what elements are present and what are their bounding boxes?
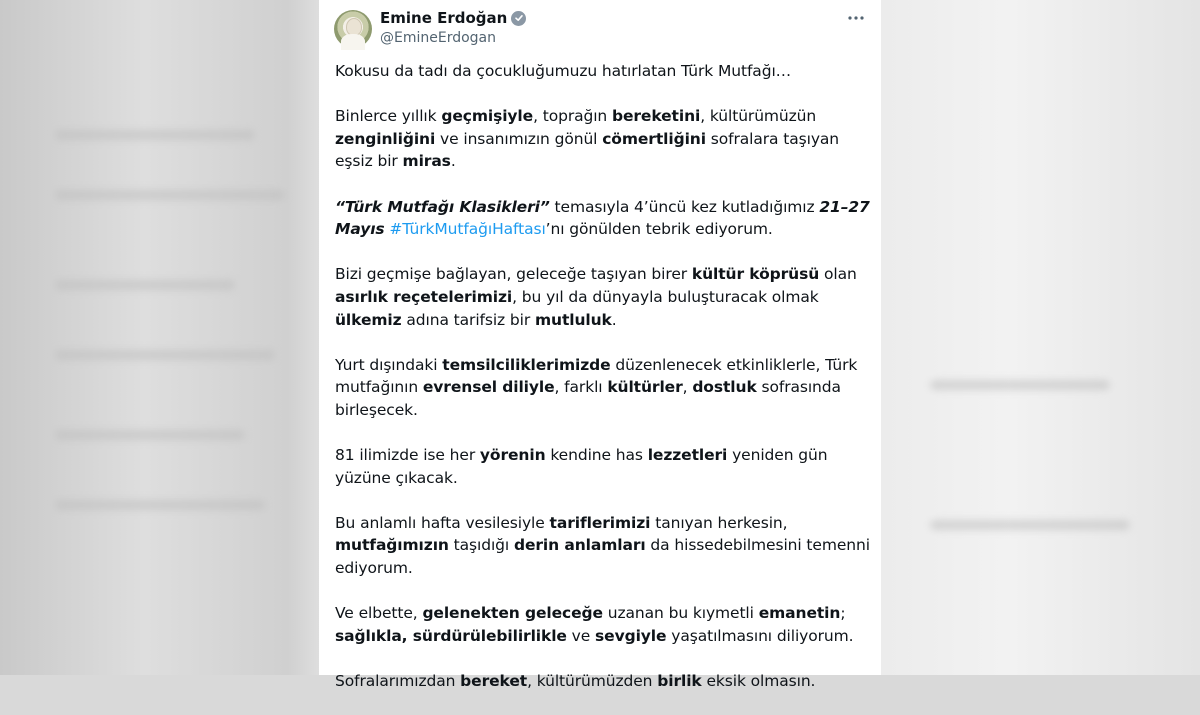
tweet-paragraph [335,196,870,241]
text-segment: , kültürümüzden [527,672,658,691]
bold-text: mutluluk [534,310,612,329]
text-segment: sofralara taşıyan eşsiz bir [335,129,840,171]
text-segment: Bu anlamlı hafta vesilesiyle [335,513,550,532]
tweet-paragraph [335,512,870,580]
hashtag-link[interactable]: #TürkMutfağıHaftası [389,220,546,239]
text-segment: Bizi geçmişe bağlayan, geleceğe taşıyan birer [335,265,692,284]
text-segment: Ve elbette, [335,604,423,623]
text-segment: ; [840,604,846,623]
text-segment: ve insanımızın gönül [435,129,603,148]
bold-text: evrensel diliyle [422,378,555,397]
bold-text: derin anlamları [513,536,646,555]
tweet-paragraph [335,263,870,331]
text-segment: Binlerce yıllık [335,107,442,126]
bold-text: mutfağımızın [335,536,449,555]
text-segment: . [611,310,617,329]
tweet-text [335,60,870,715]
tweet-card [319,0,881,691]
tweet-paragraph [335,670,870,693]
text-segment: olan [819,265,857,284]
background-blur-text [930,380,1110,390]
checkmark-icon [514,13,524,23]
bold-text: gelenekten geleceğe [422,604,603,623]
text-segment: ve [566,626,596,645]
text-segment: yaşatılmasını diliyorum. [666,626,854,645]
bold-text: yörenin [479,446,546,465]
bold-text: cömertliğini [602,129,706,148]
tweet-paragraph [335,602,870,647]
background-blur-text [55,350,275,360]
tweet-paragraph [335,354,870,422]
text-segment: kendine has [545,446,648,465]
bold-text: geçmişiyle [441,107,534,126]
bold-text: lezzetleri [647,446,728,465]
bold-text: bereket [460,672,528,691]
author-name-row[interactable] [380,9,526,27]
text-segment: ’nı gönülden tebrik ediyorum. [545,220,773,239]
background-blur-text [55,130,255,140]
bold-text: sağlıkla, sürdürülebilirlikle [335,626,567,645]
bold-text: emanetin [758,604,841,623]
text-segment: , [682,378,693,397]
text-segment: , bu yıl da dünyayla buluşturacak olmak [512,287,819,306]
background-blur-text [55,430,245,440]
background-blur-text [55,280,235,290]
text-segment: sofrasında birleşecek. [335,378,841,419]
text-segment: adına tarifsiz bir [401,310,535,329]
background-blur-text [930,520,1130,530]
more-options-button[interactable] [844,6,868,30]
text-segment: . [450,152,456,171]
background-blur-text [55,500,265,510]
bold-text: ülkemiz [335,310,402,329]
author-avatar[interactable] [334,10,372,48]
text-segment: tanıyan herkesin, [650,513,788,532]
author-name[interactable]: Emine Erdoğan [380,9,508,27]
bold-text: asırlık reçetelerimizi [335,287,513,306]
text-segment: taşıdığı [448,536,514,555]
tweet-paragraph [335,60,870,83]
bold-text: “Türk Mutfağı Klasikleri” [335,197,550,216]
text-segment: Yurt dışındaki [335,355,443,374]
bold-text: kültürler [607,378,683,397]
text-segment: da hissedebilmesini temenni ediyorum. [335,536,870,578]
text-segment: , farklı [554,378,608,397]
bold-text: tariflerimizi [549,513,651,532]
text-segment: düzenlenecek etkinliklerle, Türk mutfağının [335,355,858,397]
bold-text: kültür köprüsü [691,265,820,284]
bold-text: birlik [657,672,702,691]
blurred-background-right [881,0,1200,675]
text-segment: 81 ilimizde ise her [335,446,480,465]
tweet-paragraph [335,105,870,173]
bold-text: dostluk [692,378,757,397]
text-segment: yeniden gün yüzüne çıkacak. [335,446,828,487]
text-segment: temasıyla 4’üncü kez kutladığımız [549,197,820,216]
bold-text: miras [402,152,451,171]
avatar-body-shape [341,34,365,50]
more-horizontal-icon [848,16,864,20]
text-segment: Kokusu da tadı da çocukluğumuzu hatırlatan Türk Mutfağı… [335,62,792,80]
bold-text: zenginliğini [335,129,436,148]
bold-text: temsilciliklerimizde [442,355,611,374]
tweet-paragraph [335,444,870,489]
bold-text: bereketini [611,107,701,126]
author-handle[interactable]: @EmineErdogan [380,30,497,46]
verified-badge-icon [511,11,526,26]
text-segment: eksik olmasın. [701,672,816,691]
text-segment: Sofralarımızdan [335,672,461,691]
bold-text: sevgiyle [595,626,667,645]
text-segment: uzanan bu kıymetli [602,604,759,623]
bold-text: 21–27 Mayıs [335,197,870,239]
background-blur-text [55,190,285,200]
text-segment: , kültürümüzün [700,107,817,126]
text-segment: , toprağın [533,107,612,126]
